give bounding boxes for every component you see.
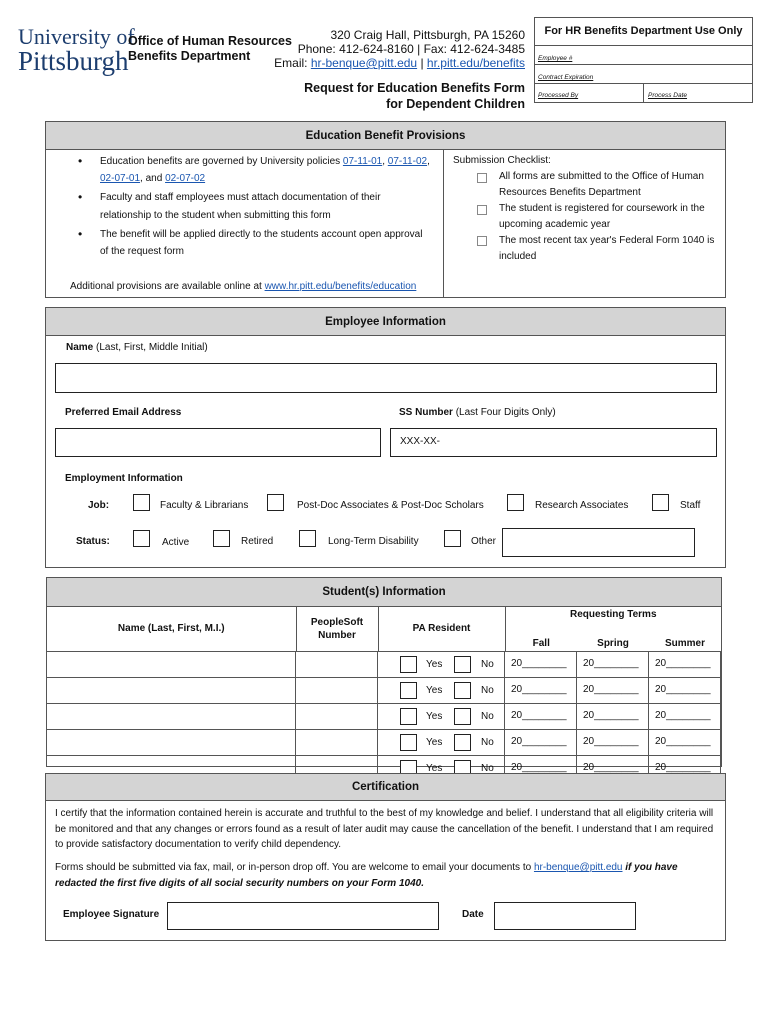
provision-3-line2: of the request form [100,246,184,257]
job-label: Job: [88,500,110,511]
checklist-2-line2: upcoming academic year [499,219,611,230]
term-fall-cell[interactable]: 20________ [505,678,577,703]
term-spring-cell[interactable]: 20________ [577,756,649,782]
status-other-label: Other [471,536,497,547]
email-label: Preferred Email Address [65,407,182,418]
process-date-field[interactable] [644,84,752,102]
checklist-box-1[interactable] [477,173,487,183]
submission-note [55,860,715,891]
term-summer-cell[interactable]: 20________ [649,756,721,782]
ss-label-row [399,407,556,418]
student-row [47,704,721,730]
bullet-icon: • [78,227,83,241]
employee-title: Employee Information [46,308,725,336]
job-faculty-label: Faculty & Librarians [160,500,249,511]
student-rows [47,652,721,782]
student-row [47,678,721,704]
policy-link-3[interactable]: 02-07-01 [100,173,141,184]
name-hint: (Last, First, Middle Initial) [96,342,208,353]
status-ltd-checkbox[interactable] [299,530,316,547]
comma: , [427,156,430,167]
student-resident-cell [378,678,505,703]
student-row [47,652,721,678]
student-resident-cell [378,704,505,729]
logo-university-of: University of [18,24,135,49]
link-separator: | [420,56,424,70]
resident-no-label: No [481,684,494,696]
job-staff-checkbox[interactable] [652,494,669,511]
job-postdoc-checkbox[interactable] [267,494,284,511]
job-faculty-checkbox[interactable] [133,494,150,511]
office-name: Office of Human Resources [128,34,292,48]
resident-no-label: No [481,736,494,748]
student-name-cell[interactable] [47,704,296,729]
comma: , [140,173,143,184]
status-active-checkbox[interactable] [133,530,150,547]
col-header-spring: Spring [577,637,649,651]
term-spring-cell[interactable]: 20________ [577,704,649,729]
term-summer-cell[interactable]: 20________ [649,652,721,677]
resident-no-checkbox[interactable] [454,708,471,725]
comma: , [382,156,385,167]
checklist-1-line1: All forms are submitted to the Office of Human [499,171,704,182]
name-label-row [66,342,208,353]
hr-use-box [534,17,753,103]
provisions-title: Education Benefit Provisions [46,122,725,150]
term-summer-cell[interactable]: 20________ [649,730,721,755]
term-summer-cell[interactable]: 20________ [649,678,721,703]
submission-email-link[interactable]: hr-benque@pitt.edu [533,862,623,873]
date-label: Date [462,909,484,920]
checklist-box-3[interactable] [477,236,487,246]
processed-by-label: Processed By [538,92,579,99]
checklist-box-2[interactable] [477,205,487,215]
col-header-terms: Requesting Terms [570,609,657,620]
website-link[interactable]: hr.pitt.edu/benefits [426,56,525,70]
checklist-1-line2: Resources Benefits Department [499,187,641,198]
bullet-icon: • [78,154,83,168]
term-fall-cell[interactable]: 20________ [505,756,577,782]
resident-no-checkbox[interactable] [454,734,471,751]
resident-yes-checkbox[interactable] [400,682,417,699]
term-fall-cell[interactable]: 20________ [505,730,577,755]
students-section [46,577,722,774]
resident-yes-label: Yes [426,710,443,722]
status-retired-label: Retired [241,536,274,547]
resident-no-label: No [481,658,494,670]
provision-1 [100,156,430,167]
resident-no-label: No [481,710,494,722]
ss-label: SS Number [399,407,453,418]
term-spring-cell[interactable]: 20________ [577,652,649,677]
additional-text: Additional provisions are available online at [70,281,262,292]
employee-number-field[interactable] [535,46,752,65]
student-resident-cell [378,730,505,755]
col-header-name: Name (Last, First, M.I.) [47,607,296,651]
status-other-checkbox[interactable] [444,530,461,547]
status-retired-checkbox[interactable] [213,530,230,547]
resident-yes-label: Yes [426,684,443,696]
process-date-label: Process Date [648,92,688,99]
provision-1-cont [100,173,205,184]
ss-prefix: XXX-XX- [400,436,441,447]
ss-hint: (Last Four Digits Only) [455,407,556,418]
term-fall-cell[interactable]: 20________ [505,704,577,729]
logo-pittsburgh: Pittsburgh [18,46,129,76]
student-peoplesoft-cell[interactable] [296,652,378,677]
student-name-cell[interactable] [47,652,296,677]
contract-expiration-label: Contract Expiration [538,74,594,81]
resident-yes-label: Yes [426,658,443,670]
resident-yes-checkbox[interactable] [400,708,417,725]
education-link[interactable]: www.hr.pitt.edu/benefits/education [264,281,417,292]
student-name-cell[interactable] [47,678,296,703]
processed-by-field[interactable] [535,84,644,102]
email-label: Email: [274,56,308,70]
certification-section [45,773,726,941]
ss-number-input[interactable] [390,428,717,457]
date-input[interactable] [494,902,636,930]
col-header-summer: Summer [649,637,721,651]
status-active-label: Active [162,537,190,548]
provision-3-line1: The benefit will be applied directly to the students account open approval [100,229,423,240]
resident-no-checkbox[interactable] [454,682,471,699]
signature-label: Employee Signature [63,909,160,920]
and-text: and [145,173,163,184]
form-title-line2: for Dependent Children [386,97,525,111]
provision-1-text: Education benefits are governed by University policies [100,156,341,167]
provisions-section [45,121,726,298]
status-label: Status: [76,536,110,547]
student-peoplesoft-cell[interactable] [296,704,378,729]
col-header-peoplesoft [296,607,378,651]
students-title: Student(s) Information [47,578,721,607]
job-staff-label: Staff [680,500,701,511]
employee-number-label: Employee # [538,55,573,62]
peoplesoft-line2: Number [318,629,356,641]
resident-yes-label: Yes [426,736,443,748]
additional-provisions [70,281,416,292]
policy-link-4[interactable]: 02-07-02 [165,173,206,184]
hr-use-title: For HR Benefits Department Use Only [535,18,752,46]
term-spring-cell[interactable]: 20________ [577,678,649,703]
certification-title: Certification [46,774,725,801]
certification-statement: I certify that the information contained herein is accurate and truthful to the best of my knowledge and belief. I understand that all eligibility criteria will be monitored and that any changes or errors found as a result of later audit may cause the cancellation of the benefit. I understand that I am required to provide satisfactory documentation to verify child dependency. [55,808,714,850]
peoplesoft-line1: PeopleSoft [310,616,364,628]
status-other-input[interactable] [502,528,695,557]
submission-text: Forms should be submitted via fax, mail, or in-person drop off. You are welcome to email your documents to [55,862,532,873]
address: 320 Craig Hall, Pittsburgh, PA 15260 [330,28,525,42]
policy-link-2[interactable]: 07-11-02 [387,156,428,167]
checklist-2-line1: The student is registered for coursework in the [499,203,705,214]
job-research-checkbox[interactable] [507,494,524,511]
contract-expiration-field[interactable] [535,65,752,84]
resident-yes-checkbox[interactable] [400,734,417,751]
employee-name-input[interactable] [55,363,717,393]
job-postdoc-label: Post-Doc Associates & Post-Doc Scholars [297,500,484,511]
resident-yes-label: Yes [426,762,443,774]
student-peoplesoft-cell[interactable] [296,730,378,755]
contact-links [225,56,525,70]
signature-input[interactable] [167,902,439,930]
redaction-note: if you have redacted the first five digits of all social security numbers on your Form 1040. [55,862,678,889]
term-fall-cell[interactable]: 20________ [505,652,577,677]
student-resident-cell [378,652,505,677]
resident-no-checkbox[interactable] [454,656,471,673]
resident-no-label: No [481,762,494,774]
checklist-3-line1: The most recent tax year's Federal Form 1040 is [499,235,715,246]
col-header-resident: PA Resident [378,607,505,651]
provisions-divider [443,150,444,297]
students-table [47,607,721,652]
department-name: Benefits Department [128,49,251,63]
provision-2-line1: Faculty and staff employees must attach documentation of their [100,192,381,203]
form-title-line1: Request for Education Benefits Form [304,81,525,95]
phone-fax: Phone: 412-624-8160 | Fax: 412-624-3485 [297,42,525,56]
resident-yes-checkbox[interactable] [400,656,417,673]
bullet-icon: • [78,190,83,204]
term-spring-cell[interactable]: 20________ [577,730,649,755]
employment-label: Employment Information [65,473,183,484]
col-header-fall: Fall [505,637,577,651]
student-peoplesoft-cell[interactable] [296,678,378,703]
provision-2-line2: relationship to the student when submitting this form [100,210,331,221]
student-row [47,730,721,756]
checklist-3-line2: included [499,251,537,262]
name-label: Name [66,342,94,353]
policy-link-1[interactable]: 07-11-01 [342,156,383,167]
student-name-cell[interactable] [47,730,296,755]
job-research-label: Research Associates [535,500,629,511]
status-ltd-label: Long-Term Disability [328,536,419,547]
email-input[interactable] [55,428,381,457]
term-summer-cell[interactable]: 20________ [649,704,721,729]
checklist-title: Submission Checklist: [453,155,551,166]
employee-section [45,307,726,568]
email-link[interactable]: hr-benque@pitt.edu [310,56,418,70]
